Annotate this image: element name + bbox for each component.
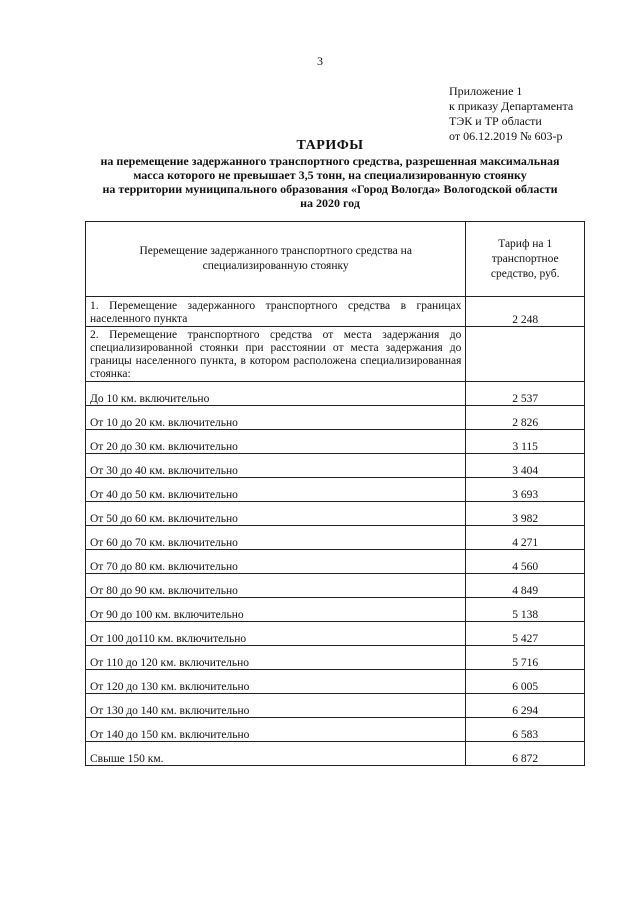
section-row (86, 327, 585, 382)
distance-range: Свыше 150 км. (86, 742, 466, 766)
table-row (86, 646, 585, 670)
tariff-price: 5 138 (466, 598, 585, 622)
section-row (86, 297, 585, 327)
section-2-price (466, 327, 585, 382)
header-price: Тариф на 1 транспортное средство, руб. (466, 222, 585, 297)
tariff-price: 6 005 (466, 670, 585, 694)
subtitle-line: масса которого не превышает 3,5 тонн, на специализированную стоянку (133, 168, 527, 182)
tariff-price: 2 537 (466, 382, 585, 406)
distance-range: От 110 до 120 км. включительно (86, 646, 466, 670)
distance-range: От 60 до 70 км. включительно (86, 526, 466, 550)
document-title: ТАРИФЫ (296, 138, 364, 153)
section-2-text: 2. Перемещение транспортного средства от места задержания до специализированной стоянки при расстоянии от места задержания до границы населенного пункта, в котором расположена специализированная стоянка: (86, 327, 466, 382)
subtitle-line: на перемещение задержанного транспортного средства, разрешенная максимальная (100, 154, 560, 168)
table-row (86, 622, 585, 646)
distance-range: От 70 до 80 км. включительно (86, 550, 466, 574)
tariff-price: 2 826 (466, 406, 585, 430)
tariff-price: 5 427 (466, 622, 585, 646)
tariff-price: 3 115 (466, 430, 585, 454)
subtitle-line: на 2020 год (300, 196, 360, 210)
table-header-row (86, 222, 585, 297)
page-number: 3 (317, 54, 323, 68)
distance-range: От 100 до110 км. включительно (86, 622, 466, 646)
table-row (86, 574, 585, 598)
document-subtitle (70, 154, 590, 210)
section-1-text: 1. Перемещение задержанного транспортного средства в границах населенного пункта (86, 297, 466, 327)
table-row (86, 406, 585, 430)
table-row (86, 382, 585, 406)
table-row (86, 718, 585, 742)
table-row (86, 670, 585, 694)
section-1-price: 2 248 (466, 297, 585, 327)
distance-range: До 10 км. включительно (86, 382, 466, 406)
tariff-price: 3 693 (466, 478, 585, 502)
tariff-price: 3 982 (466, 502, 585, 526)
table-row (86, 598, 585, 622)
appendix-line: Приложение 1 (449, 84, 523, 98)
table-row (86, 550, 585, 574)
distance-range: От 40 до 50 км. включительно (86, 478, 466, 502)
distance-range: От 140 до 150 км. включительно (86, 718, 466, 742)
table-row (86, 694, 585, 718)
tariff-price: 6 583 (466, 718, 585, 742)
distance-range: От 130 до 140 км. включительно (86, 694, 466, 718)
tariff-price: 4 271 (466, 526, 585, 550)
distance-range: От 10 до 20 км. включительно (86, 406, 466, 430)
tariff-table (85, 221, 585, 766)
distance-range: От 20 до 30 км. включительно (86, 430, 466, 454)
appendix-line: ТЭК и ТР области (449, 114, 542, 128)
table-row (86, 430, 585, 454)
header-description: Перемещение задержанного транспортного средства на специализированную стоянку (86, 222, 466, 297)
table-row (86, 454, 585, 478)
table-row (86, 502, 585, 526)
appendix-line: от 06.12.2019 № 603-р (449, 129, 563, 143)
distance-range: От 30 до 40 км. включительно (86, 454, 466, 478)
tariff-price: 5 716 (466, 646, 585, 670)
tariff-price: 3 404 (466, 454, 585, 478)
distance-range: От 90 до 100 км. включительно (86, 598, 466, 622)
subtitle-line: на территории муниципального образования «Город Вологда» Вологодской области (102, 182, 558, 196)
table-row (86, 742, 585, 766)
table-row (86, 478, 585, 502)
appendix-line: к приказу Департамента (449, 99, 574, 113)
tariff-price: 4 560 (466, 550, 585, 574)
distance-range: От 120 до 130 км. включительно (86, 670, 466, 694)
appendix-block (449, 84, 573, 144)
tariff-price: 6 872 (466, 742, 585, 766)
distance-range: От 50 до 60 км. включительно (86, 502, 466, 526)
tariff-price: 4 849 (466, 574, 585, 598)
tariff-price: 6 294 (466, 694, 585, 718)
table-row (86, 526, 585, 550)
distance-range: От 80 до 90 км. включительно (86, 574, 466, 598)
